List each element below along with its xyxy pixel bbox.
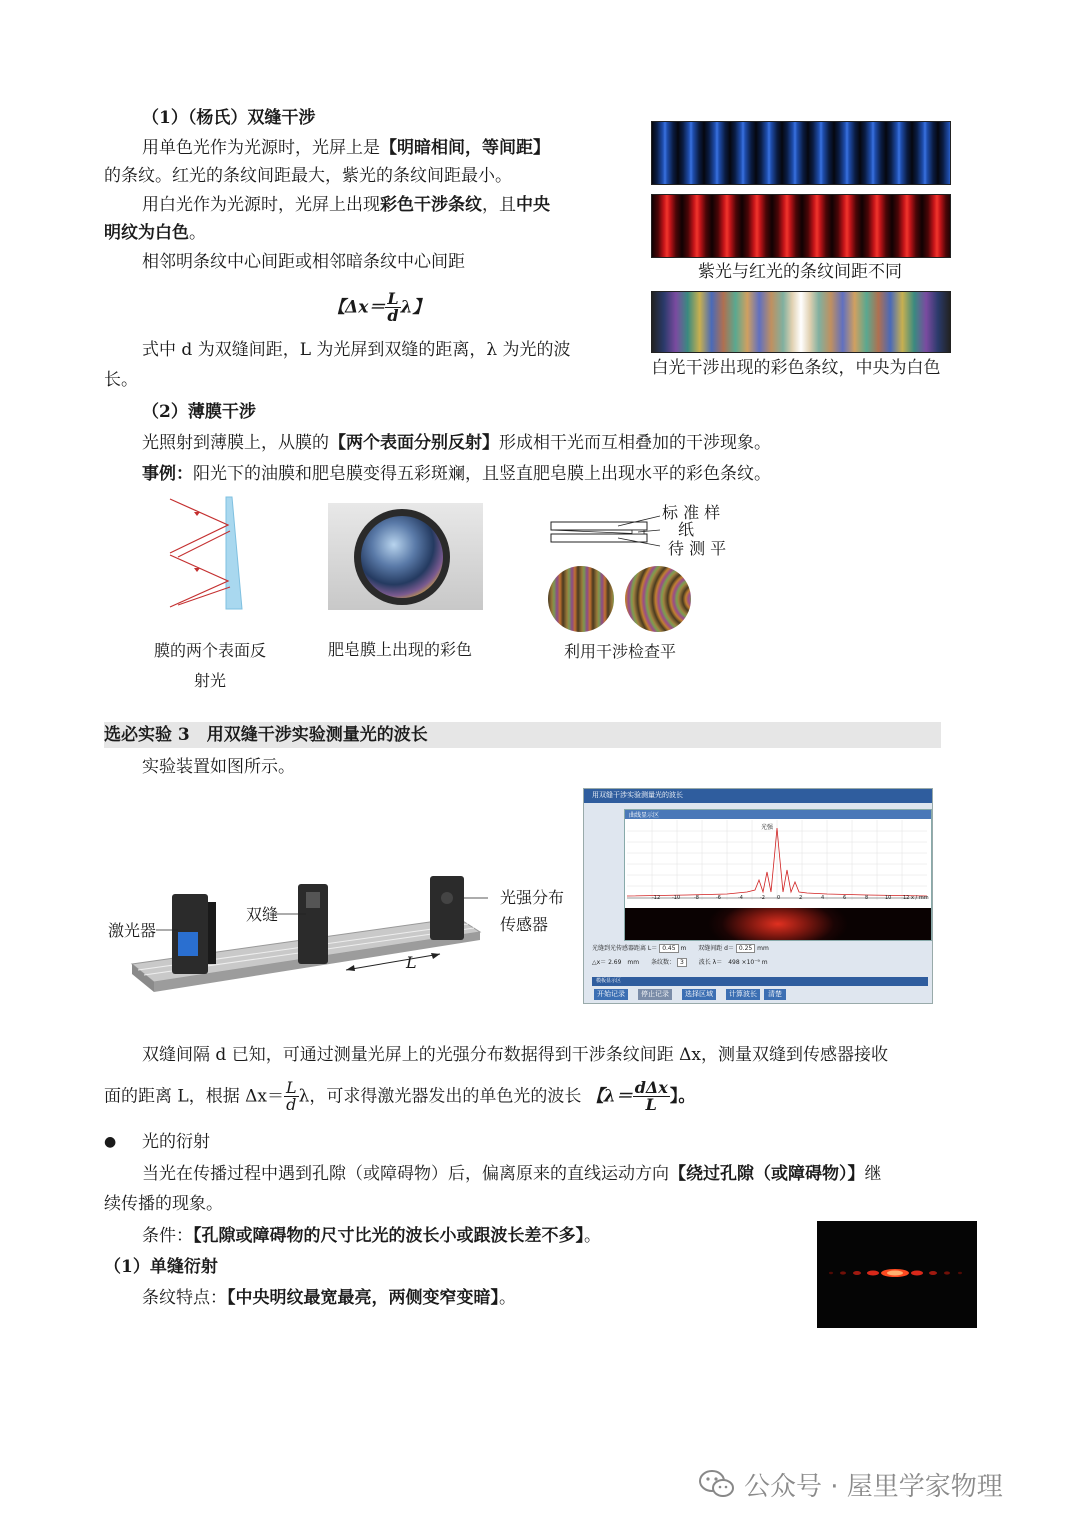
label-standard-sample: 标 准 样 [662,503,721,522]
software-title-bar [584,789,932,803]
sec1-p2 [142,191,550,219]
formula-fraction [385,291,400,324]
label-test-flat: 待 测 平 [668,539,727,558]
label-sensor-line2: 传感器 [500,915,549,934]
caption-film-surfaces-line2: 射光 [193,671,226,690]
violet-fringe-image [651,121,951,185]
template-bar [592,977,928,986]
param-wavelength: 波长 λ＝ 498 ×10⁻⁹ m [698,959,768,966]
curve-panel [624,809,932,941]
sec1-p2-line2 [104,219,206,247]
wavelength-open: 【λ＝ [586,1086,633,1107]
sec1-heading: （1）（杨氏）双缝干涉 [142,108,316,128]
watermark-text: 公众号 · 屋里学家物理 [744,1471,1003,1502]
sec1-p4: 式中 d 为双缝间距，L 为光屏到双缝的距离，λ 为光的波 [142,340,571,360]
sec1-p3: 相邻明条纹中心间距或相邻暗条纹中心间距 [142,252,465,272]
tick-label: 8 [865,895,869,901]
red-fringe-image [651,194,951,258]
param-L-label: 光缝到光传感器距离 L＝ [592,945,658,952]
curve-peak-label: 光强 [761,824,774,831]
tick-label: -12 [652,895,661,901]
curve-panel-title: 曲线显示区 [629,812,660,819]
formula-open: 【Δx＝ [328,297,386,318]
single-slit-feature [142,1284,516,1312]
tick-label: 0 [777,895,781,901]
watermark [698,1464,1003,1504]
calc-wavelength-button[interactable]: 计算波长 [726,989,760,1000]
sec2-example-text: 阳光下的油膜和肥皂膜变得五彩斑斓，且竖直肥皂膜上出现水平的彩色条纹。 [193,464,771,484]
exp-frac-den: d [286,1095,297,1114]
caption-white-light: 白光干涉出现的彩色条纹，中央为白色 [651,358,941,378]
flatness-pattern-good [548,566,614,632]
param-row1 [592,943,769,952]
exp-fraction-L-d [284,1080,299,1113]
diffraction-bullet: ● [104,1134,117,1150]
label-double-slit: 双缝 [246,905,279,924]
tick-labels [627,895,927,905]
tick-label: 6 [843,895,847,901]
feature-bold: 【中央明纹最宽最亮，两侧变窄变暗】 [227,1288,499,1308]
exp-frac-num: L [285,1078,297,1097]
tick-label: 2 [799,895,803,901]
tick-label: -2 [760,895,765,901]
tick-label: 4 [821,895,825,901]
sec1-p2-end: 。 [189,223,206,243]
param-d-label: 双缝间距 d＝ [698,945,734,952]
fringe-spacing-formula [328,288,430,327]
exp-p1-line2-pre: 面的距离 L，根据 Δx＝ [104,1086,284,1107]
tick-label: -4 [738,895,743,901]
select-region-button[interactable]: 选择区域 [682,989,716,1000]
sec2-p1-bold: 【两个表面分别反射】 [329,433,499,453]
sec1-p2-line2-bold: 明纹为白色 [104,223,189,243]
diffraction-p1-bold: 【绕过孔隙（或障碍物）】 [669,1164,865,1184]
tick-label: -10 [672,895,681,901]
formula-num: L [387,289,399,308]
diffraction-p1-pre: 当光在传播过程中遇到孔隙（或障碍物）后，偏离原来的直线运动方向 [142,1164,669,1184]
tick-label: 10 [885,895,892,901]
wavelength-num: dΔx [634,1078,668,1098]
tick-label: -8 [694,895,699,901]
formula-close: λ】 [400,297,430,318]
exp-p1-line2-mid: λ，可求得激光器发出的单色光的波长 [298,1086,582,1107]
param-count-value[interactable]: 3 [677,958,687,967]
experiment-intro: 实验装置如图所示。 [142,757,295,777]
sec1-p2-mid: ，且 [482,195,516,215]
wavelength-fraction [633,1080,670,1113]
sec2-example [142,460,771,488]
feature-end: 。 [499,1288,516,1308]
sec1-p4-line2: 长。 [104,370,138,390]
caption-film-surfaces [140,636,280,696]
wavelength-close: 】。 [669,1086,696,1107]
diffraction-condition [142,1222,601,1250]
caption-film-surfaces-line1: 膜的两个表面反 [153,641,266,660]
diffraction-p1 [142,1160,882,1188]
apparatus-illustration [128,862,488,998]
condition-end: 。 [584,1226,601,1246]
soap-film-surface [361,516,443,598]
clear-button[interactable]: 清楚 [764,989,786,1000]
exp-p1-line2 [104,1076,695,1117]
condition-label: 条件： [142,1226,193,1246]
exp-p1-line1: 双缝间隔 d 已知，可通过测量光屏上的光强分布数据得到干涉条纹间距 Δx，测量双缝到传感器接收 [142,1045,888,1065]
param-row2 [592,957,768,966]
sec1-p2-bold2: 中央 [516,195,550,215]
sec2-p1-post: 形成相干光而互相叠加的干涉现象。 [499,433,771,453]
white-fringe-image [651,291,951,353]
wavelength-den: L [645,1095,657,1115]
fringe-strip [625,908,931,940]
single-slit-diffraction-image [817,1221,977,1328]
sec1-p1 [142,134,550,162]
diffraction-spots [817,1221,977,1328]
param-count-label: 条纹数： [651,959,676,966]
sec1-p1-pre: 用单色光作为光源时，光屏上是 [142,138,380,158]
film-reflection-diagram [160,495,250,615]
sec1-p2-pre: 用白光作为光源时，光屏上出现 [142,195,380,215]
wechat-icon [698,1468,736,1500]
sec2-p1 [142,429,771,457]
param-L-unit: m [680,945,687,952]
curve-panel-header [625,810,931,819]
single-slit-heading: （1）单缝衍射 [104,1257,218,1277]
axis-unit-label: x / mm [911,895,929,901]
feature-label: 条纹特点： [142,1288,227,1308]
diffraction-p1-line2: 续传播的现象。 [104,1194,223,1214]
flatness-pattern-bad [625,566,691,632]
software-window [583,788,933,1004]
soap-film-photo [328,503,483,610]
experiment-title: 选必实验 3 用双缝干涉实验测量光的波长 [104,725,428,745]
sec2-heading: （2）薄膜干涉 [142,402,256,422]
caption-soap-film: 肥皂膜上出现的彩色 [327,640,472,659]
param-L-value[interactable]: 0.45 [659,944,678,953]
label-laser: 激光器 [108,921,157,940]
software-title: 用双缝干涉实验测量光的波长 [592,791,683,799]
sec2-example-label: 事例： [142,464,193,484]
label-distance-L: L [406,953,417,972]
param-d-unit: mm [757,945,769,952]
sec1-p1-line2: 的条纹。红光的条纹间距最大，紫光的条纹间距最小。 [104,166,512,186]
caption-flatness-test: 利用干涉检查平 [563,642,676,661]
tick-label: -6 [716,895,721,901]
caption-violet-red: 紫光与红光的条纹间距不同 [698,262,902,282]
sec1-p2-bold: 彩色干涉条纹 [380,195,482,215]
condition-bold: 【孔隙或障碍物的尺寸比光的波长小或跟波长差不多】 [193,1226,584,1246]
param-dx: △x＝ 2.69 mm [592,959,640,966]
label-sensor-line1: 光强分布 [500,888,565,907]
tick-label: 12 [903,895,910,901]
param-d-value[interactable]: 0.25 [736,944,755,953]
diffraction-p1-post: 继 [864,1164,882,1184]
sec2-p1-pre: 光照射到薄膜上，从膜的 [142,433,329,453]
flatness-test-diagram [548,510,663,550]
wavelength-formula [586,1078,696,1115]
diffraction-title: 光的衍射 [142,1132,210,1152]
label-paper: 纸 [678,520,695,539]
template-bar-title: 模板显示区 [596,978,622,984]
stop-record-button[interactable]: 停止记录 [638,989,672,1000]
start-record-button[interactable]: 开始记录 [594,989,628,1000]
formula-den: d [387,306,399,325]
sec1-p1-bold: 【明暗相间，等间距】 [380,138,550,158]
